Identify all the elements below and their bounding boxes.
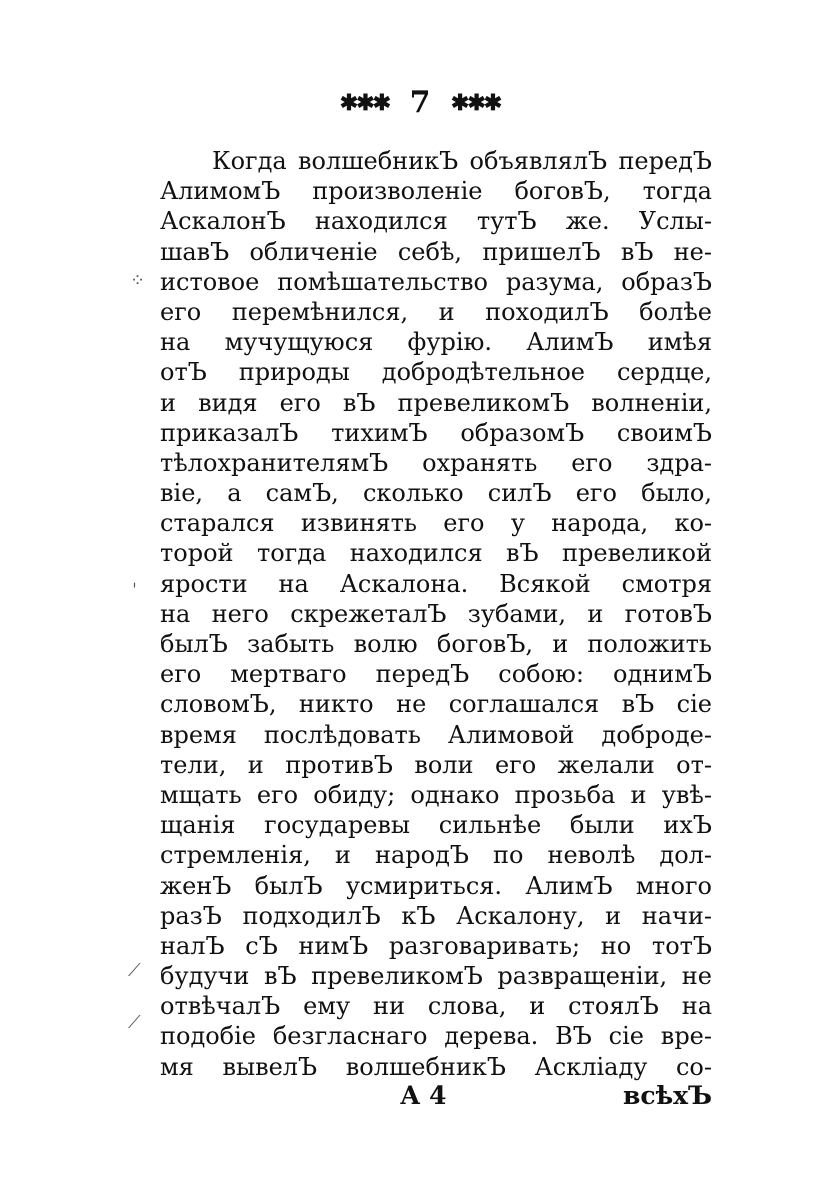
text-line: торой тогда находился вЪ превеликой <box>160 539 712 568</box>
text-line: Когда волшебникЪ объявлялЪ передЪ <box>212 147 712 175</box>
catchword: всѣхЪ <box>623 1081 712 1110</box>
text-line: стремленiя, и народЪ по неволѣ дол- <box>160 841 712 870</box>
margin-mark-icon: ⟋ <box>128 1012 141 1033</box>
page-number: 7 <box>409 85 431 120</box>
text-line: подобiе безгласнаго дерева. ВЪ сiе вре- <box>160 1022 712 1051</box>
margin-mark-icon: ˈ <box>132 580 137 601</box>
text-line: на него скрежеталЪ зубами, и готовЪ <box>160 599 712 628</box>
text-line: АскалонЪ находился тутЪ же. Услы- <box>160 207 712 236</box>
body-text <box>160 146 712 1082</box>
text-line: ярости на Аскалона. Всякой смотря <box>160 569 712 598</box>
text-line: вiе, а самЪ, сколько силЪ его было, <box>160 479 712 508</box>
page-header <box>0 82 840 123</box>
text-line: налЪ сЪ нимЪ разговаривать; но тотЪ <box>160 931 712 960</box>
ornament-left-icon: ✱✱✱ <box>339 90 390 116</box>
margin-mark-icon: ⟋ <box>128 960 141 981</box>
text-line: будучи вЪ превеликомЪ развращенiи, не <box>160 962 712 991</box>
text-line: отЪ природы добродѣтельное сердце, <box>160 358 712 387</box>
text-line: отвѣчалЪ ему ни слова, и стоялЪ на <box>160 992 712 1021</box>
text-line: время послѣдовать Алимовой доброде- <box>160 720 712 749</box>
text-line: тѣлохранителямЪ охранять его здра- <box>160 448 712 477</box>
text-line: и видя его вЪ превеликомЪ волненiи, <box>160 388 712 417</box>
text-line: на мучущуюся фурiю. АлимЪ имѣя <box>160 328 712 357</box>
text-line: словомЪ, никто не соглашался вЪ сiе <box>160 690 712 719</box>
text-line: шавЪ обличенiе себѣ, пришелЪ вЪ не- <box>160 237 712 266</box>
text-line: мя вывелЪ волшебникЪ Асклiаду со- <box>160 1052 712 1081</box>
text-line: мщать его обиду; однако прозьба и увѣ- <box>160 780 712 809</box>
text-line: старался извинять его у народа, ко- <box>160 509 712 538</box>
text-line: истовое помѣшательство разума, образЪ <box>160 267 712 296</box>
text-line: его перемѣнился, и походилЪ болѣе <box>160 297 712 326</box>
text-line: щанiя государевы сильнѣе были ихЪ <box>160 811 712 840</box>
ornament-right-icon: ✱✱✱ <box>450 90 501 116</box>
text-line: тели, и противЪ воли его желали от- <box>160 750 712 779</box>
text-line: разЪ подходилЪ кЪ Аскалону, и начи- <box>160 901 712 930</box>
text-line: былЪ забыть волю боговЪ, и положить <box>160 630 712 658</box>
text-line: его мертваго передЪ собою: однимЪ <box>160 660 712 689</box>
text-line: приказалЪ тихимЪ образомЪ своимЪ <box>160 418 712 447</box>
text-line: женЪ былЪ усмириться. АлимЪ много <box>160 871 712 900</box>
text-line: АлимомЪ произволенiе боговЪ, тогда <box>160 177 712 206</box>
margin-mark-icon: ⁘ <box>130 270 146 291</box>
page-footer <box>160 1078 712 1114</box>
signature-mark: А 4 <box>400 1081 447 1110</box>
